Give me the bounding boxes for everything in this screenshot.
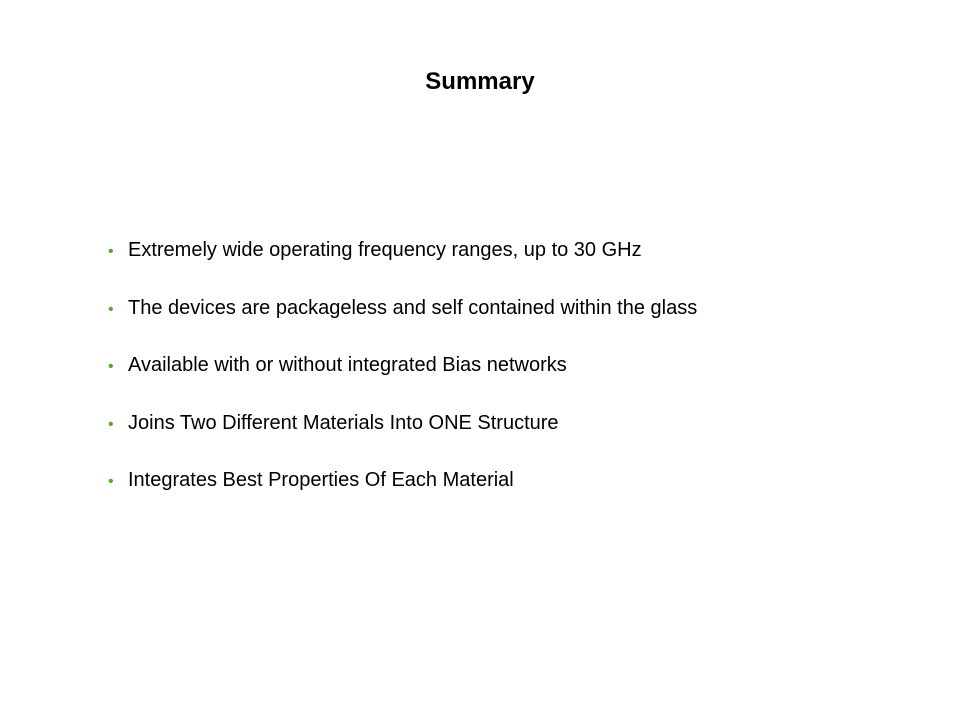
bullet-icon: • bbox=[108, 473, 114, 490]
bullet-text: The devices are packageless and self contained within the glass bbox=[128, 296, 698, 319]
bullet-text: Integrates Best Properties Of Each Material bbox=[128, 469, 514, 491]
bullet-icon: • bbox=[108, 415, 114, 433]
bullet-text: Extremely wide operating frequency ranges, up to 30 GHz bbox=[128, 239, 642, 261]
bullet-item bbox=[108, 409, 928, 467]
bullet-item bbox=[108, 236, 928, 294]
bullet-item bbox=[108, 294, 928, 352]
bullet-list bbox=[108, 236, 928, 524]
slide-title: Summary bbox=[425, 68, 535, 95]
bullet-icon: • bbox=[108, 243, 114, 260]
bullet-icon: • bbox=[108, 358, 114, 375]
bullet-text: Available with or without integrated Bias networks bbox=[128, 354, 567, 376]
bullet-item bbox=[108, 466, 928, 524]
bullet-icon: • bbox=[108, 300, 114, 318]
bullet-text: Joins Two Different Materials Into ONE Structure bbox=[128, 411, 559, 434]
bullet-item bbox=[108, 351, 928, 409]
